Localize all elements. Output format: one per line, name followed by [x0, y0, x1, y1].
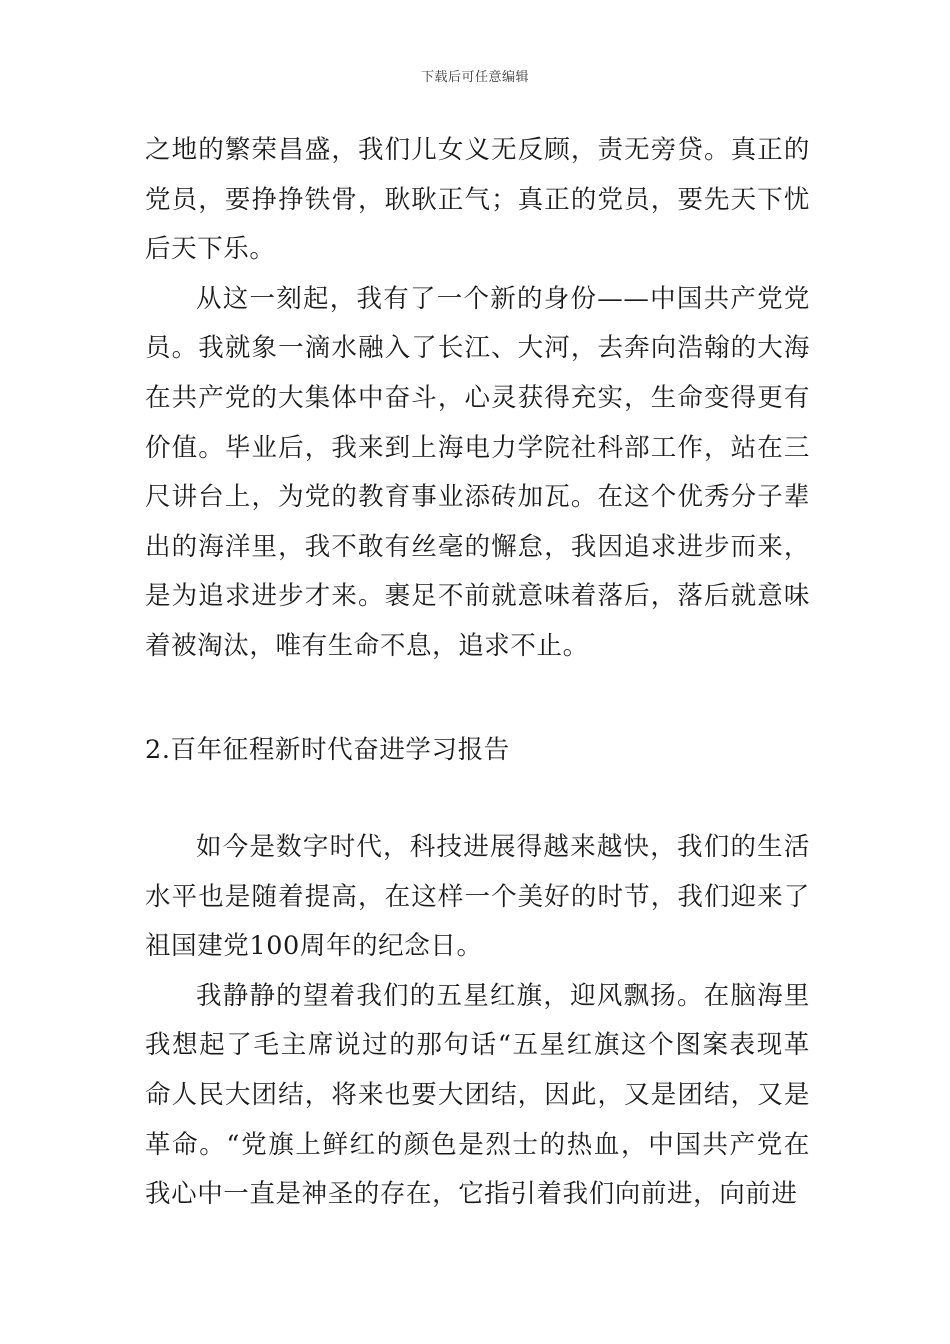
paragraph-continuation: 之地的繁荣昌盛，我们儿女义无反顾，责无旁贷。真正的党员，要挣挣铁骨，耿耿正气；真正的党员，要先天下忧后天下乐。: [145, 135, 810, 265]
section-heading: 2.百年征程新时代奋进学习报告: [145, 735, 510, 765]
paragraph-new-identity: 从这一刻起，我有了一个新的身份——中国共产党党员。我就象一滴水融入了长江、大河，去奔向浩翰的大海在共产党的大集体中奋斗，心灵获得充实，生命变得更有价值。毕业后，我来到上海电力学院社科部工作，站在三尺讲台上，为党的教育事业添砖加瓦。在这个优秀分子辈出的海洋里，我不敢有丝毫的懈怠，我因追求进步而来，是为追求进步才来。裹足不前就意味着落后，落后就意味着被淘汰，唯有生命不息，追求不止。: [145, 283, 810, 661]
text-block-upper: [145, 126, 810, 672]
page-header-note: 下载后可任意编辑: [420, 70, 529, 85]
text-block-lower: [145, 823, 810, 1220]
paragraph-five-star-flag: 我静静的望着我们的五星红旗，迎风飘扬。在脑海里我想起了毛主席说过的那句话“五星红旗这个图案表现革命人民大团结，将来也要大团结，因此，又是团结，又是革命。“党旗上鲜红的颜色是烈士的热血，中国共产党在我心中一直是神圣的存在，它指引着我们向前进，向前进: [145, 980, 810, 1210]
section-heading-block: [145, 726, 810, 776]
paragraph-digital-era: 如今是数字时代，科技进展得越来越快，我们的生活水平也是随着提高，在这样一个美好的时节，我们迎来了祖国建党100周年的纪念日。: [145, 832, 810, 962]
